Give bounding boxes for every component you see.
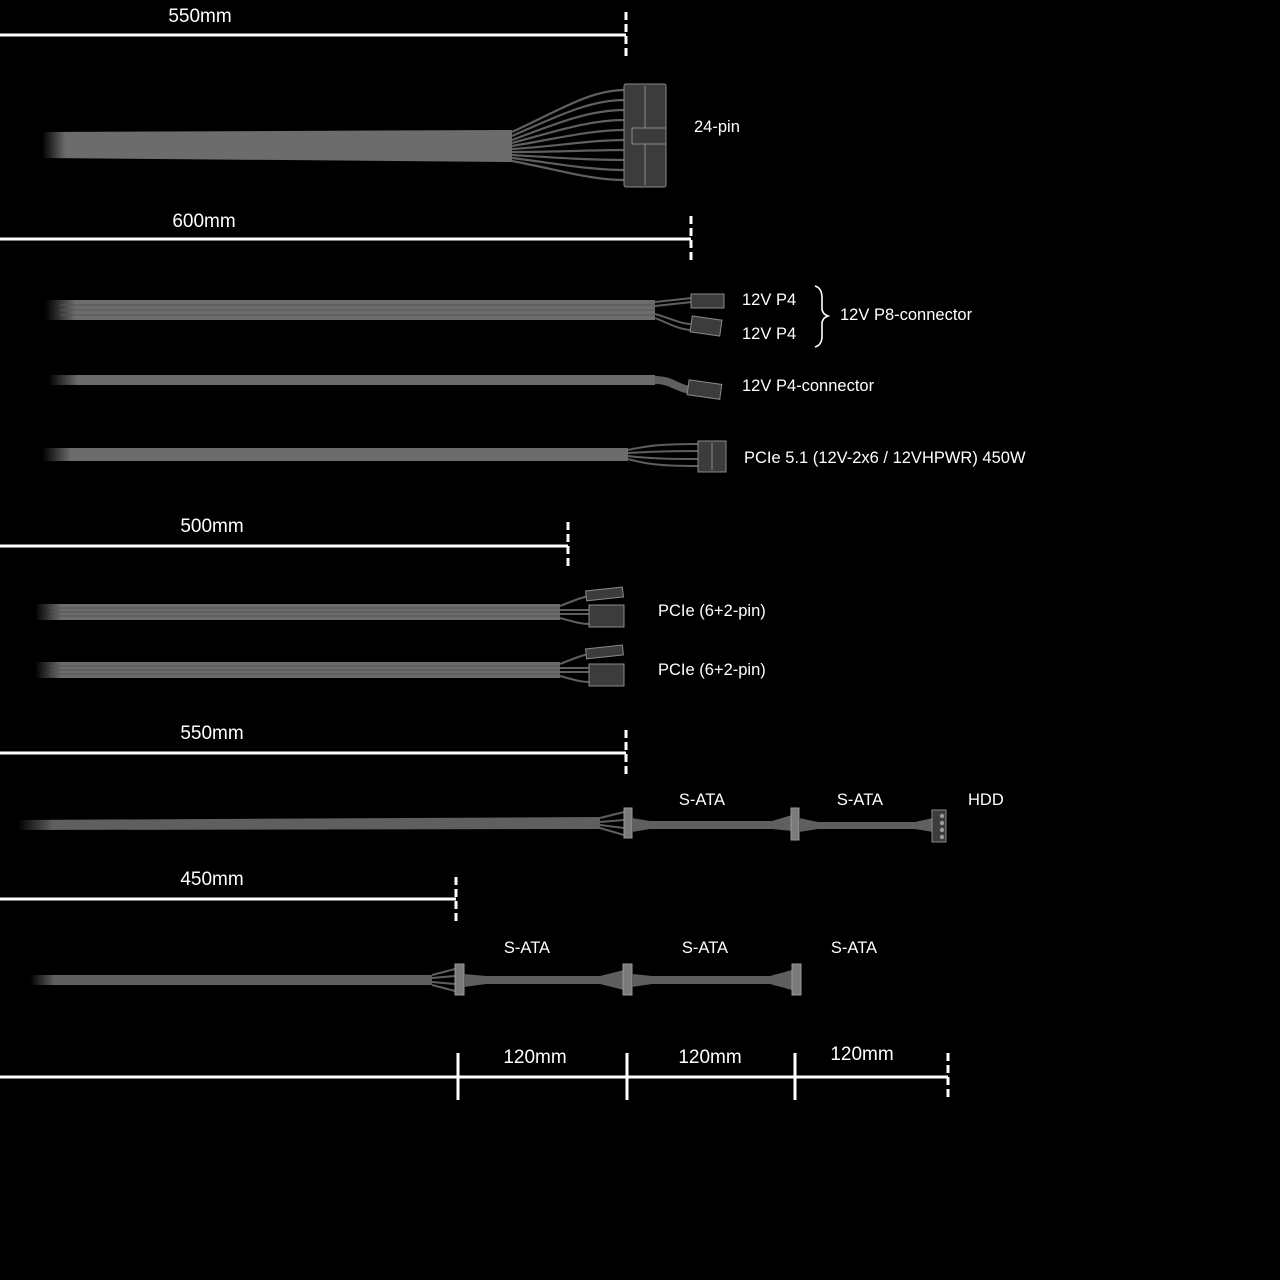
- label-sata-3: S-ATA: [830, 939, 878, 957]
- cable-sleeve-segment: [632, 970, 792, 990]
- cable-sleeve-segment: [632, 815, 792, 832]
- connector-p4: [687, 380, 722, 399]
- cable-12v-p8: [45, 286, 973, 347]
- cable-wire: [628, 451, 698, 453]
- cable-sleeve: [48, 375, 655, 385]
- label-12v-p4-b: 12V P4: [742, 325, 797, 343]
- cable-pcie5: [42, 441, 1026, 472]
- dimension-label: 450mm: [180, 869, 244, 890]
- label-sata-2: S-ATA: [681, 939, 729, 957]
- cable-sata: [30, 939, 877, 995]
- segment-label-3: 120mm: [830, 1044, 894, 1065]
- cable-pcie-8pin-2: [35, 645, 766, 686]
- connector-pin: [940, 828, 944, 832]
- connector-pin: [940, 835, 944, 839]
- cable-sleeve-segment: [799, 818, 933, 832]
- connector-sata-3: [792, 964, 801, 995]
- cable-sleeve: [42, 130, 512, 162]
- cable-wire: [600, 828, 624, 835]
- segment-label-2: 120mm: [678, 1047, 742, 1068]
- cable-wire: [560, 676, 590, 682]
- dimension-600mm-cpu: [0, 211, 691, 262]
- dimension-550mm-sata-hdd: [0, 723, 626, 775]
- cable-wire: [432, 976, 455, 978]
- label-pcie-8pin-1: PCIe (6+2-pin): [658, 602, 766, 620]
- label-12v-p4-connector: 12V P4-connector: [742, 377, 875, 395]
- label-12v-p4-a: 12V P4: [742, 291, 797, 309]
- label-hdd: HDD: [968, 791, 1004, 809]
- cable-wire: [432, 985, 455, 991]
- connector-sata-1: [624, 808, 632, 838]
- cable-wire: [512, 150, 625, 152]
- cable-wire: [600, 812, 624, 818]
- label-pcie-8pin-2: PCIe (6+2-pin): [658, 661, 766, 679]
- cable-pcie-8pin-1: [35, 587, 766, 627]
- cable-12v-p4: [48, 375, 875, 399]
- label-sata-1: S-ATA: [503, 939, 551, 957]
- cable-wire: [628, 459, 698, 466]
- cable-wire: [600, 820, 624, 822]
- dimension-label: 600mm: [172, 211, 236, 232]
- cable-wire: [655, 380, 690, 390]
- connector-p4-b: [690, 316, 722, 336]
- dimension-label: 550mm: [168, 6, 232, 27]
- cable-wire: [655, 314, 692, 324]
- connector-6pin: [589, 605, 624, 627]
- dimension-450mm-sata: [0, 869, 456, 921]
- cable-24pin: [42, 84, 740, 187]
- cable-wire: [600, 825, 624, 828]
- connector-sata-2: [623, 964, 632, 995]
- label-12v-p8: 12V P8-connector: [840, 306, 973, 324]
- segment-label-1: 120mm: [503, 1047, 567, 1068]
- cable-sleeve: [18, 817, 600, 830]
- cable-wire: [560, 618, 590, 624]
- label-sata-hdd-2: S-ATA: [836, 791, 884, 809]
- cable-sleeve-segment: [464, 970, 624, 990]
- cable-sleeve: [30, 975, 432, 985]
- connector-pin: [940, 821, 944, 825]
- connector-2pin: [586, 587, 624, 601]
- dimension-label: 500mm: [180, 516, 244, 537]
- dimension-550mm-atx: [0, 6, 626, 56]
- connector-6pin: [589, 664, 624, 686]
- cable-wire: [512, 140, 625, 149]
- cable-sleeve: [42, 448, 628, 461]
- cable-wire: [655, 302, 692, 306]
- connector-pin: [940, 814, 944, 818]
- label-pcie5: PCIe 5.1 (12V-2x6 / 12VHPWR) 450W: [744, 449, 1026, 467]
- dimension-sata-segments: [0, 1044, 948, 1100]
- cable-wire: [432, 982, 455, 984]
- label-sata-hdd-1: S-ATA: [678, 791, 726, 809]
- cable-wire: [432, 969, 455, 975]
- cable-sata-hdd: [18, 791, 1004, 842]
- label-24pin: 24-pin: [694, 118, 740, 136]
- cable-wire: [628, 444, 698, 450]
- cable-wire: [655, 298, 692, 302]
- dimension-label: 550mm: [180, 723, 244, 744]
- cable-wire: [628, 456, 698, 459]
- connector-sata-2: [791, 808, 799, 840]
- brace-icon: [815, 286, 828, 347]
- connector-p4-a: [691, 294, 724, 308]
- connector-2pin: [586, 645, 624, 659]
- connector-latch: [632, 128, 666, 144]
- dimension-500mm-pcie: [0, 516, 568, 568]
- connector-sata-1: [455, 964, 464, 995]
